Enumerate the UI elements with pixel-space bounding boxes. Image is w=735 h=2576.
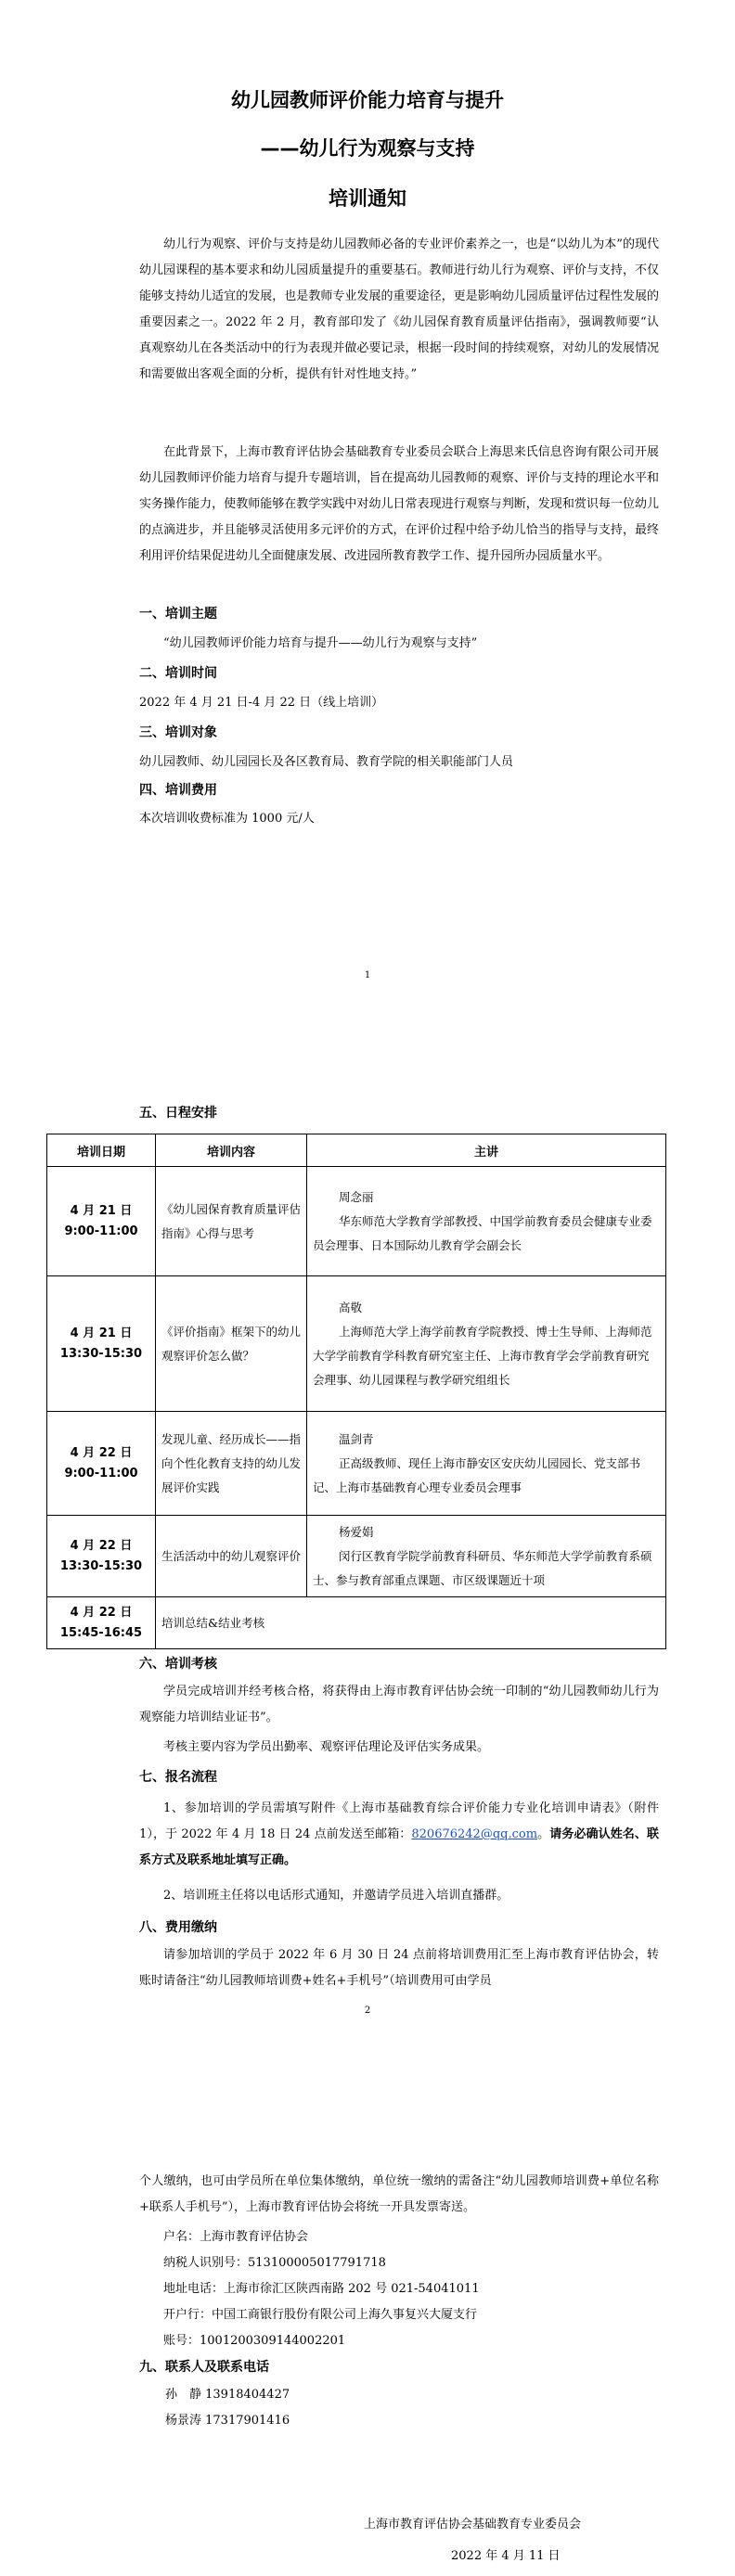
table-row xyxy=(47,1412,666,1516)
section-text-time: 2022 年 4 月 21 日-4 月 22 日（线上培训） xyxy=(139,696,384,710)
section-heading-contacts: 九、联系人及联系电话 xyxy=(139,2360,269,2375)
speaker-name: 杨爱娟 xyxy=(339,1524,374,1539)
schedule-header-row xyxy=(47,1134,666,1167)
assessment-paragraph-2: 考核主要内容为学员出勤率、观察评估理论及评估实务成果。 xyxy=(163,1740,490,1754)
header-content: 培训内容 xyxy=(156,1134,307,1167)
doc-title-line2: ——幼儿行为观察与支持 xyxy=(260,137,475,160)
address-phone: 地址电话：上海市徐汇区陕西南路 202 号 021-54041011 xyxy=(163,2282,480,2296)
registration-text-end: 。 xyxy=(537,1827,550,1841)
row-date xyxy=(47,1516,156,1597)
signature-org: 上海市教育评估协会基础教育专业委员会 xyxy=(364,2518,582,2531)
account-number: 账号：1001200309144002201 xyxy=(163,2334,346,2348)
section-heading-fee: 四、培训费用 xyxy=(139,783,217,798)
table-row xyxy=(47,1597,666,1649)
section-heading-payment: 八、费用缴纳 xyxy=(139,1920,217,1935)
date-text: 4 月 22 日 xyxy=(70,1538,133,1553)
page-number-2: 2 xyxy=(364,2006,371,2016)
row-speaker xyxy=(307,1167,666,1276)
section-text-topic: “幼儿园教师评价能力培育与提升——幼儿行为观察与支持” xyxy=(163,636,478,650)
table-row xyxy=(47,1276,666,1412)
row-date xyxy=(47,1167,156,1276)
registration-paragraph-1 xyxy=(139,1796,659,1874)
table-row xyxy=(47,1516,666,1597)
header-speaker: 主讲 xyxy=(307,1134,666,1167)
registration-warning: 请务必确认姓名、联系方式及联系地址填写正确。 xyxy=(139,1827,659,1867)
row-content: 《评价指南》框架下的幼儿观察评价怎么做？ xyxy=(156,1276,307,1412)
section-text-audience: 幼儿园教师、幼儿园园长及各区教育局、教育学院的相关职能部门人员 xyxy=(139,755,514,769)
row-content: 生活活动中的幼儿观察评价 xyxy=(156,1516,307,1597)
table-row xyxy=(47,1167,666,1276)
registration-paragraph-2: 2、培训班主任将以电话形式通知，并邀请学员进入培训直播群。 xyxy=(163,1889,509,1903)
speaker-desc: 闵行区教育学院学前教育科研员、华东师范大学学前教育系硕士、参与教育部重点课题、市区级课题近十项 xyxy=(313,1548,652,1587)
date-text: 4 月 22 日 xyxy=(70,1445,133,1460)
doc-title-line3: 培训通知 xyxy=(329,187,406,210)
row-speaker xyxy=(307,1516,666,1597)
speaker-name: 温剑青 xyxy=(339,1431,374,1446)
section-heading-audience: 三、培训对象 xyxy=(139,725,217,740)
tax-id: 纳税人识别号：513100005017791718 xyxy=(163,2256,386,2270)
contact-2: 杨景涛 17317901416 xyxy=(165,2414,290,2428)
date-text: 4 月 21 日 xyxy=(70,1203,133,1218)
row-content: 发现儿童、经历成长——指向个性化教育支持的幼儿发展评价实践 xyxy=(156,1412,307,1516)
account-name: 户名：上海市教育评估协会 xyxy=(163,2230,309,2244)
section-heading-topic: 一、培训主题 xyxy=(139,607,217,622)
row-content: 培训总结&结业考核 xyxy=(156,1597,666,1649)
contact-1: 孙 静 13918404427 xyxy=(165,2388,290,2402)
intro-paragraph-1: 幼儿行为观察、评价与支持是幼儿园教师必备的专业评价素养之一，也是“以幼儿为本”的现代幼儿园课程的基本要求和幼儿园质量提升的重要基石。教师进行幼儿行为观察、评价与支持，不仅能够支持幼儿适宜的发展，也是教师专业发展的重要途径，更是影响幼儿园质量评估过程性发展的重要因素之一。2022 年 2 月，教育部印发了《幼儿园保育教育质量评估指南》，强调教师要“认真观察幼儿在各类活动中的行为表现并做必要记录，根据一段时间的持续观察，对幼儿的发展情况和需要做出客观全面的分析，提供有针对性地支持。” xyxy=(139,237,659,381)
row-date xyxy=(47,1597,156,1649)
speaker-desc: 华东师范大学教育学部教授、中国学前教育委员会健康专业委员会理事、日本国际幼儿教育学会副会长 xyxy=(313,1213,652,1252)
payment-paragraph-1: 请参加培训的学员于 2022 年 6 月 30 日 24 点前将培训费用汇至上海市教育评估协会，转账时请备注“幼儿园教师培训费+姓名+手机号”（培训费用可由学员 xyxy=(139,1948,659,1988)
speaker-desc: 上海师范大学上海学前教育学院教授、博士生导师、上海师范大学学前教育学科教育研究室主任、上海市教育学会学前教育研究会理事、幼儿园课程与教学研究组组长 xyxy=(313,1324,652,1387)
section-heading-schedule: 五、日程安排 xyxy=(139,1106,217,1121)
header-date: 培训日期 xyxy=(47,1134,156,1167)
date-text: 4 月 21 日 xyxy=(70,1326,133,1340)
payment-paragraph-cont: 个人缴纳，也可由学员所在单位集体缴纳，单位统一缴纳的需备注“幼儿园教师培训费+单位名称+联系人手机号”），上海市教育评估协会将统一开具发票寄送。 xyxy=(139,2174,659,2214)
doc-title-line1: 幼儿园教师评价能力培育与提升 xyxy=(231,89,504,111)
time-text: 15:45-16:45 xyxy=(59,1625,143,1640)
date-text: 4 月 22 日 xyxy=(70,1605,133,1620)
email-link[interactable]: 820676242@qq.com xyxy=(411,1827,538,1841)
time-text: 9:00-11:00 xyxy=(64,1466,138,1480)
row-speaker xyxy=(307,1276,666,1412)
row-date xyxy=(47,1276,156,1412)
section-heading-registration: 七、报名流程 xyxy=(139,1770,217,1785)
speaker-desc: 正高级教师、现任上海市静安区安庆幼儿园园长、党支部书记、上海市基础教育心理专业委员会理事 xyxy=(313,1455,641,1494)
signature-date: 2022 年 4 月 11 日 xyxy=(451,2549,561,2563)
time-text: 13:30-15:30 xyxy=(59,1558,143,1573)
row-content: 《幼儿园保育教育质量评估指南》心得与思考 xyxy=(156,1167,307,1276)
registration-text: 1、参加培训的学员需填写附件《上海市基础教育综合评价能力专业化培训申请表》（附件 1），于 2022 年 4 月 18 日 24 点前发送至邮箱： xyxy=(139,1801,659,1841)
schedule-table xyxy=(46,1134,666,1649)
section-text-fee: 本次培训收费标准为 1000 元/人 xyxy=(139,812,315,826)
section-heading-assessment: 六、培训考核 xyxy=(139,1657,217,1672)
row-date xyxy=(47,1412,156,1516)
intro-paragraph-2: 在此背景下，上海市教育评估协会基础教育专业委员会联合上海思来氏信息咨询有限公司开展幼儿园教师评价能力培育与提升专题培训，旨在提高幼儿园教师的观察、评价与支持的理论水平和实务操作能力，使教师能够在教学实践中对幼儿日常表现进行观察与判断，发现和赏识每一位幼儿的点滴进步，并且能够灵活使用多元评价的方式，在评价过程中给予幼儿恰当的指导与支持，最终利用评价结果促进幼儿全面健康发展、改进园所教育教学工作、提升园所办园质量水平。 xyxy=(139,445,659,563)
time-text: 13:30-15:30 xyxy=(59,1346,143,1361)
speaker-name: 周念丽 xyxy=(339,1189,374,1204)
bank-name: 开户行：中国工商银行股份有限公司上海久事复兴大厦支行 xyxy=(163,2308,478,2322)
section-heading-time: 二、培训时间 xyxy=(139,666,217,681)
speaker-name: 高敬 xyxy=(339,1300,363,1314)
row-speaker xyxy=(307,1412,666,1516)
page-number-1: 1 xyxy=(364,970,371,980)
time-text: 9:00-11:00 xyxy=(64,1224,138,1238)
assessment-paragraph-1: 学员完成培训并经考核合格，将获得由上海市教育评估协会统一印制的“幼儿园教师幼儿行为观察能力培训结业证书”。 xyxy=(139,1685,659,1724)
